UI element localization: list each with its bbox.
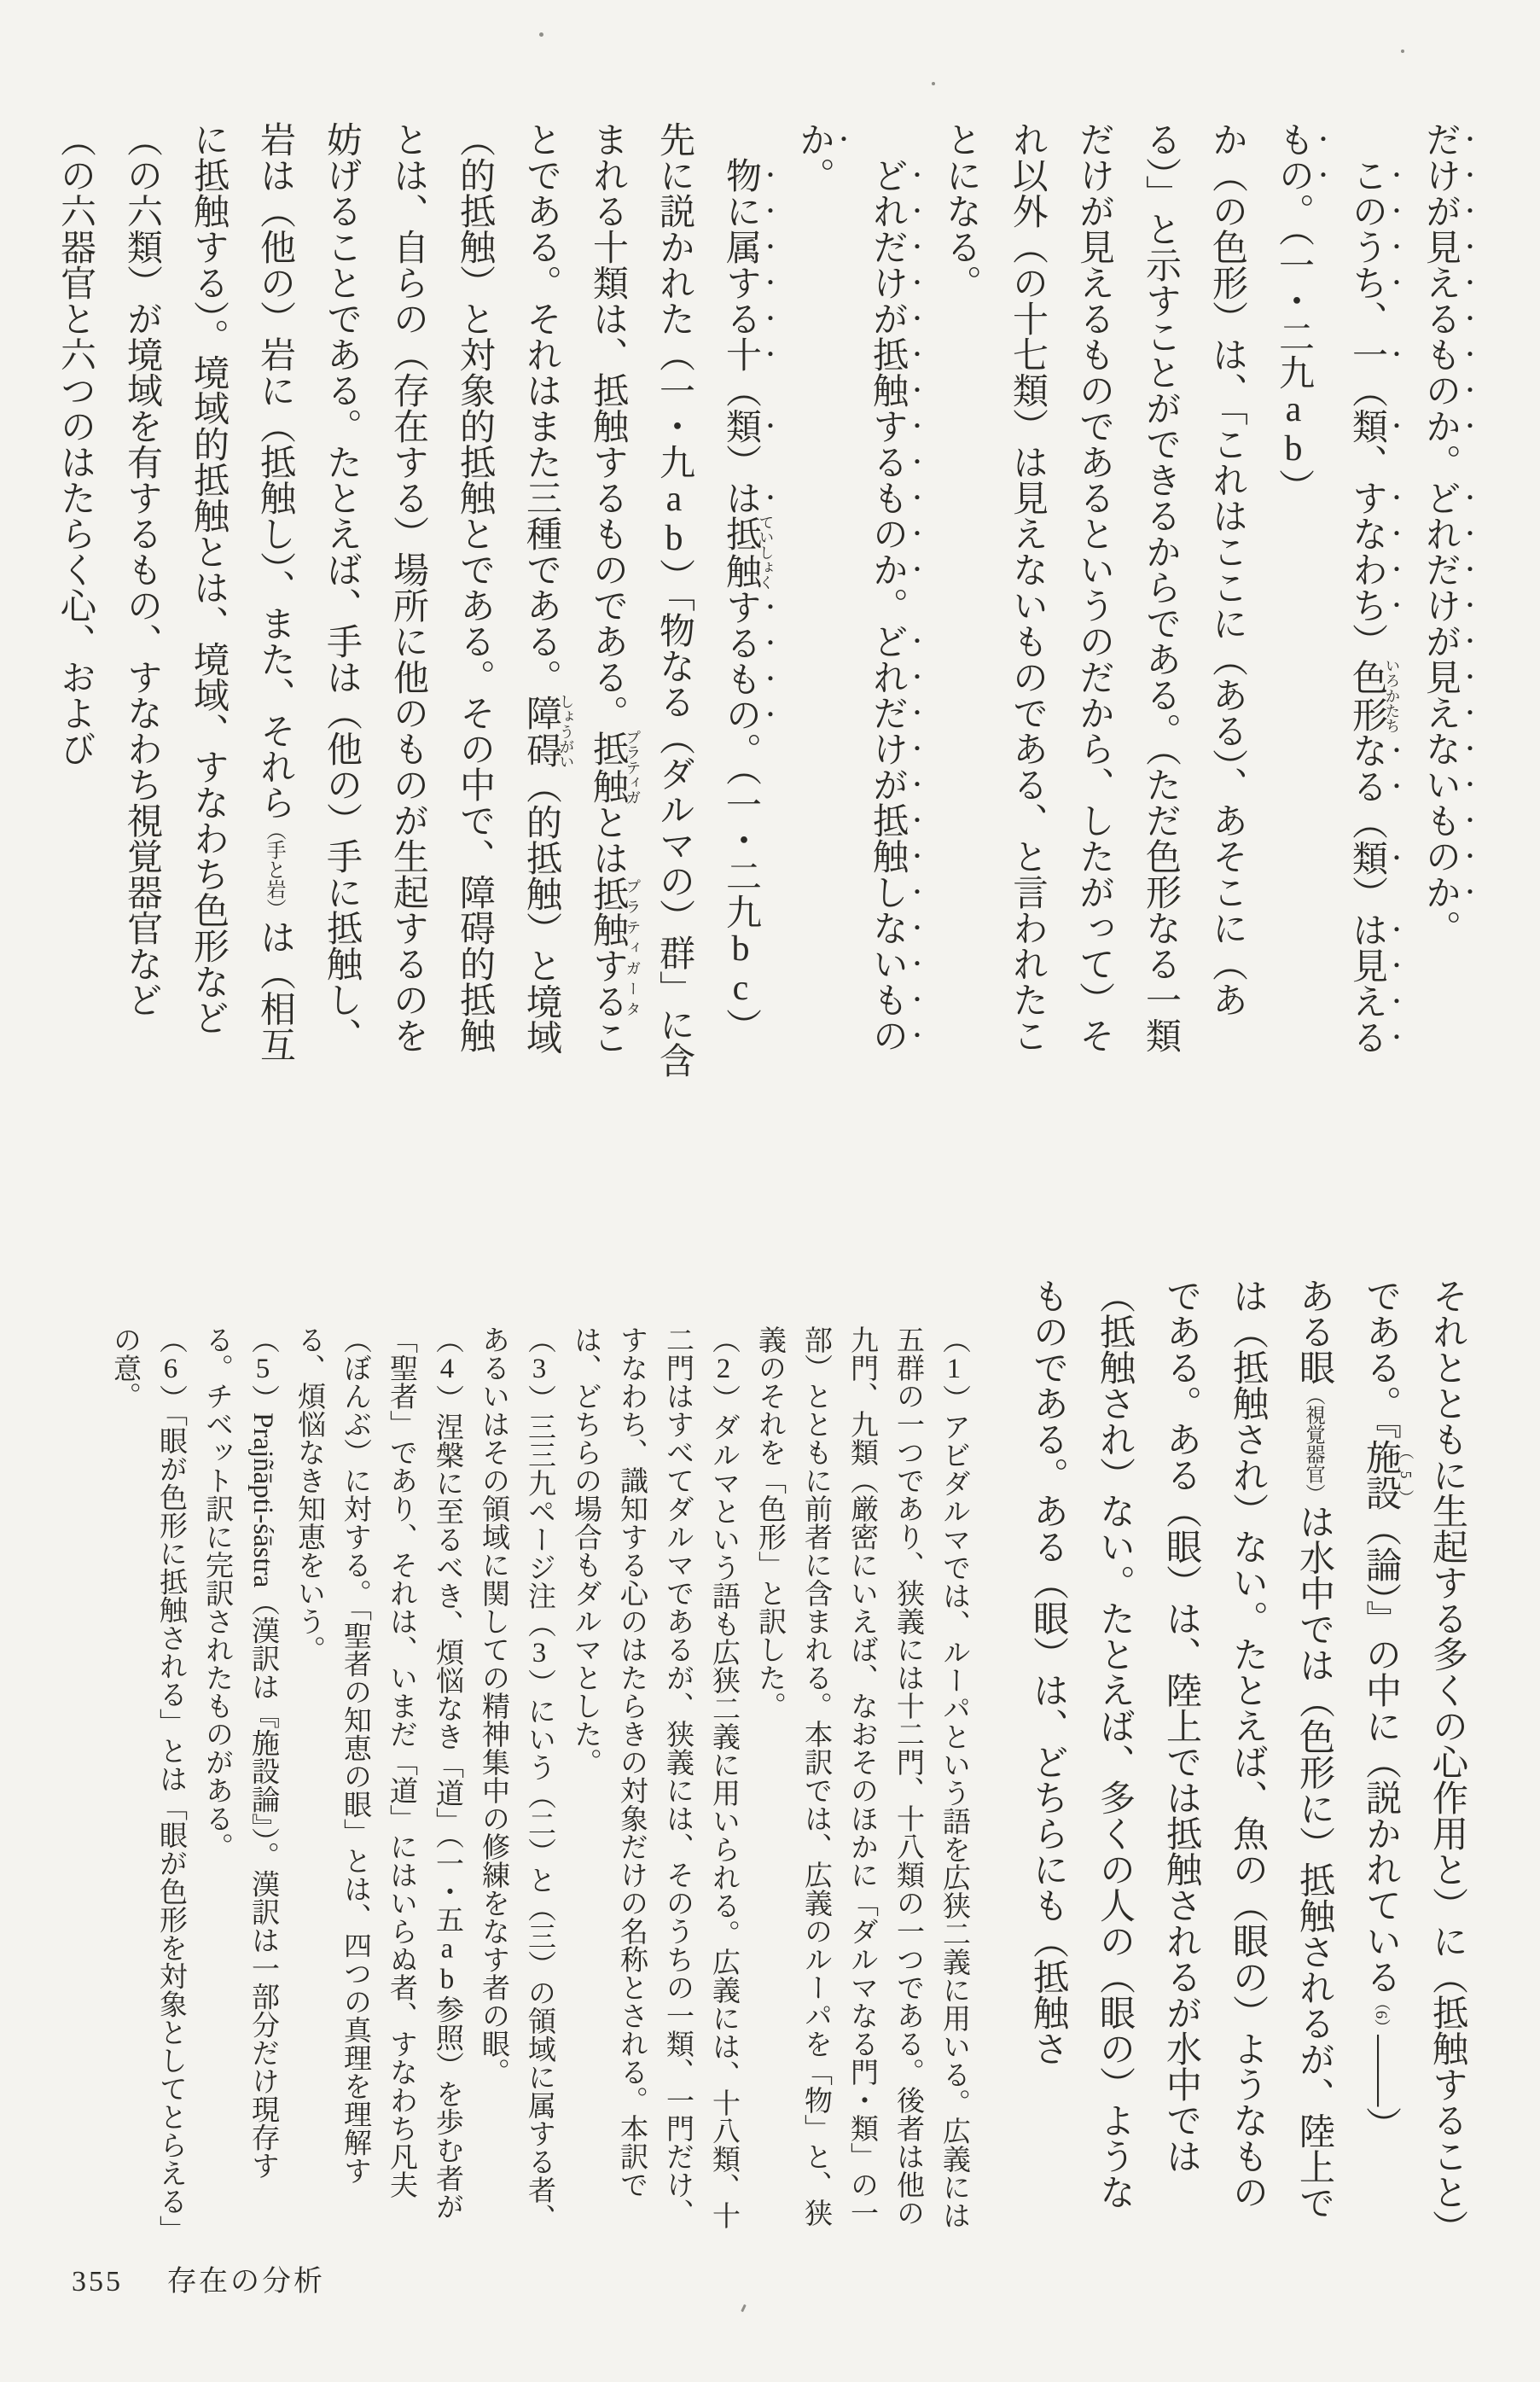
footnote-5 bbox=[194, 1325, 286, 2233]
text-run: 涅槃に至るべき、煩悩なき「道」 bbox=[432, 1412, 462, 1835]
scan-speck bbox=[741, 2304, 747, 2312]
text-run: 「物なる（ダルマの）群」に含まれる十類は、抵触するものである。 bbox=[588, 121, 694, 1078]
footnotes-section bbox=[102, 1278, 977, 2233]
text-run: 先に説かれた bbox=[654, 121, 694, 336]
text-run: （一・九ab） bbox=[654, 336, 694, 594]
text-run: 物に属する十（類）は bbox=[721, 157, 760, 515]
text-run: （視覚器官） bbox=[1303, 1385, 1325, 1504]
running-title: 存在の分析 bbox=[167, 2266, 325, 2298]
commentary-paragraph bbox=[1014, 1278, 1347, 2233]
text-run: ダルマという語も広狭二義に用いられる。広義には、十八類、十二門はすべてダルマであるが、狭義には、そのうちの一類、一門だけ、すなわち、識知する心のはたらきの対象だけの名称とされる。本訳では、どちらの場合もダルマとした。 bbox=[570, 1325, 739, 2229]
ruby-annotated-text: 抵触ていしょく bbox=[721, 514, 775, 591]
text-run: （6） bbox=[155, 1325, 186, 1412]
text-run: は（相互に抵触する）。境域的抵触とは、境域、すなわち色形など（の六類）が境域を有するもの、すなわち視覚器官など（の六器官と六つのはたらく心、および bbox=[55, 121, 294, 1063]
scan-speck bbox=[539, 32, 543, 37]
ruby-annotated-text: 障碍しょうがい bbox=[521, 693, 575, 770]
page-footer bbox=[72, 2257, 325, 2299]
scan-speck bbox=[932, 82, 935, 85]
commentary-paragraph bbox=[42, 121, 707, 1082]
text-run: ——） bbox=[1361, 2035, 1400, 2143]
footnote-2 bbox=[562, 1325, 747, 2233]
text-run: は水中では（色形に）抵触されるが、陸上では（抵触され）ない。たとえば、魚の（眼の）ようなものである。ある（眼）は、陸上では抵触されるが水中では（抵触され）ない。たとえば、多くの人の（眼の）ようなものである。ある（眼）は、どちらにも（抵触さ bbox=[1028, 1278, 1334, 2221]
text-run: とは bbox=[588, 804, 627, 877]
text-run: なる（類）は見えるもの。 bbox=[1274, 121, 1386, 1056]
text-run: （論）』の中に（説かれている bbox=[1361, 1511, 1400, 1995]
text-run: だけが見えるものか。どれだけが見えないものか。 bbox=[1421, 121, 1460, 946]
text-run: （漢訳は『施設論』）。漢訳は一部分だけ現存する。チベット訳に完訳されたものがある。 bbox=[201, 1325, 278, 2180]
footnote-4 bbox=[286, 1325, 470, 2233]
footnote-6 bbox=[102, 1325, 194, 2233]
text-run: （4） bbox=[432, 1325, 462, 1412]
text-run: Prajñāpti-śāstra bbox=[247, 1412, 278, 1588]
footnote-1 bbox=[747, 1325, 977, 2233]
ruby-annotated-text: 抵触するプラティガータ bbox=[588, 876, 642, 1020]
verse-line bbox=[781, 121, 927, 1082]
text-run: （3） bbox=[524, 1610, 555, 1697]
verse-line bbox=[707, 121, 781, 1082]
ruby-annotated-text: 施設（5） bbox=[1361, 1439, 1415, 1511]
commentary-paragraph bbox=[1347, 1278, 1480, 2233]
text-run: （5） bbox=[247, 1325, 278, 1412]
text-run: （的抵触）と境域（的抵触）と対象的抵触とである。その中で、障碍的抵触とは、自らの（存在する）場所に他のものが生起するのを妨げることである。たとえば、手は（他の）手に抵触し、岩は（他の）岩に（抵触し）、また、それら bbox=[255, 121, 561, 1056]
text-run: 「眼が色形に抵触される」とは「眼が色形を対象としてとらえる」の意。 bbox=[109, 1325, 186, 2229]
text-run: にいう（二）と（三）の領域に属する者、あるいはその領域に関しての精神集中の修練をなす者の眼。 bbox=[478, 1325, 555, 2232]
page-number: 355 bbox=[72, 2266, 123, 2298]
ruby-annotated-text: 色形いろかたち bbox=[1347, 657, 1401, 734]
text-run: （一・五ab参照） bbox=[432, 1835, 462, 2080]
text-run: このうち、一（類、すなわち） bbox=[1347, 157, 1386, 659]
footnote-3 bbox=[470, 1325, 562, 2233]
text-run: を歩む者が「聖者」であり、それは、いまだ「道」にはいらぬ者、すなわち凡夫（ぼんぶ）に対する。「聖者の知恵の眼」とは、四つの真理を理解する、煩悩なき知恵をいう。 bbox=[293, 1325, 462, 2221]
ruby-annotated-text: 抵触プラティガ bbox=[588, 729, 642, 806]
verse-line bbox=[1260, 121, 1407, 1082]
text-run: か（の色形）は、「これはここに（ある）、あそこに（ある）」と示すことができるからである。（ただ色形なる一類だけが見えるものであるというのだから、したがって）それ以外（の十七類）は見えないものである、と言われたことになる。 bbox=[941, 121, 1247, 1053]
text-run: （手と岩） bbox=[264, 820, 286, 919]
main-text-block bbox=[42, 121, 1480, 1082]
text-run: （1） bbox=[939, 1325, 969, 1412]
text-run: （3） bbox=[524, 1325, 555, 1412]
verse-line-continuation bbox=[1407, 121, 1480, 1082]
scan-speck bbox=[1401, 50, 1404, 53]
lower-text-block bbox=[102, 1278, 1480, 2233]
text-run: ある眼 bbox=[1294, 1278, 1334, 1385]
text-run: ことである。それはまた三種である。 bbox=[521, 121, 627, 1056]
commentary-paragraph bbox=[927, 121, 1260, 1082]
footnote-marker: （6） bbox=[1372, 1995, 1390, 2035]
text-run: （2） bbox=[708, 1325, 739, 1412]
main-text-continuation bbox=[1014, 1278, 1480, 2233]
text-run: それとともに生起する多くの心作用と）に（抵触すること）である。『 bbox=[1361, 1278, 1467, 2228]
text-run: （一・二九bc） bbox=[721, 768, 760, 1045]
text-run: どれだけが抵触するものか。どれだけが抵触しないものか。 bbox=[794, 121, 907, 1053]
text-run: するもの。 bbox=[721, 589, 760, 769]
text-run: （一・二九ab） bbox=[1274, 229, 1313, 504]
text-run: 三三九ページ注 bbox=[524, 1412, 555, 1610]
text-run: アビダルマでは、ルーパという語を広狭二義に用いる。広義には五群の一つであり、狭義には十二門、十八類の一つである。後者は他の九門、九類（厳密にいえば、なおそのほかに「ダルマなる門・類」の一部）とともに前者に含まれる。本訳では、広義のルーパを「物」と、狭義のそれを「色形」と訳した。 bbox=[754, 1325, 969, 2229]
